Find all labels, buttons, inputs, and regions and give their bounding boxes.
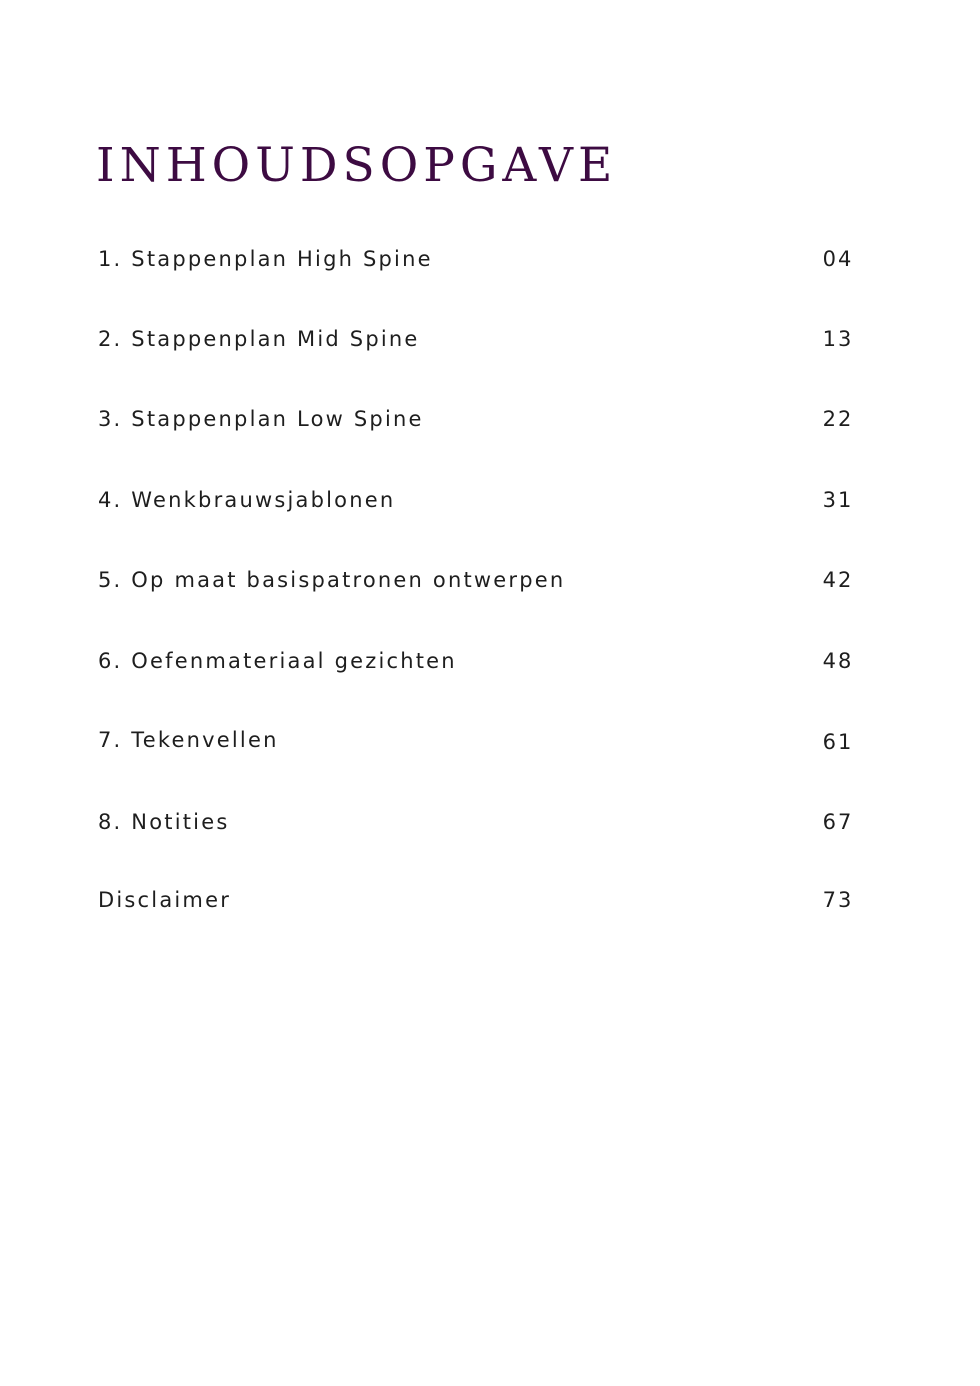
- toc-entry-page: 67: [822, 810, 854, 834]
- toc-entry[interactable]: [98, 404, 868, 434]
- toc-entry[interactable]: [98, 807, 868, 837]
- toc-entry-page: 48: [822, 649, 854, 673]
- toc-entry-label: 1. Stappenplan High Spine: [98, 247, 433, 271]
- toc-entry-label: 5. Op maat basispatronen ontwerpen: [98, 568, 566, 592]
- toc-entry-page: 42: [822, 568, 854, 592]
- toc-entry[interactable]: [98, 324, 868, 354]
- toc-entry-page: 61: [822, 730, 854, 754]
- toc-entry-page: 13: [822, 327, 854, 351]
- toc-entry-label: 7. Tekenvellen: [98, 728, 279, 752]
- toc-entry[interactable]: [98, 725, 868, 755]
- toc-entry-page: 22: [822, 407, 854, 431]
- page-title: INHOUDSOPGAVE: [96, 138, 618, 193]
- toc-entry-label: 8. Notities: [98, 810, 230, 834]
- toc-entry[interactable]: [98, 244, 868, 274]
- toc-entry-label: 6. Oefenmateriaal gezichten: [98, 649, 457, 673]
- toc-entry-page: 04: [822, 247, 854, 271]
- toc-entry-label: 4. Wenkbrauwsjablonen: [98, 488, 396, 512]
- toc-entry-label: 3. Stappenplan Low Spine: [98, 407, 424, 431]
- toc-entry[interactable]: [98, 565, 868, 595]
- toc-entry[interactable]: [98, 646, 868, 676]
- toc-entry-page: 73: [822, 888, 854, 912]
- toc-entry-label: Disclaimer: [98, 888, 232, 912]
- toc-entry[interactable]: [98, 885, 868, 915]
- toc-entry-label: 2. Stappenplan Mid Spine: [98, 327, 420, 351]
- toc-entry-page: 31: [822, 488, 854, 512]
- toc-entry[interactable]: [98, 485, 868, 515]
